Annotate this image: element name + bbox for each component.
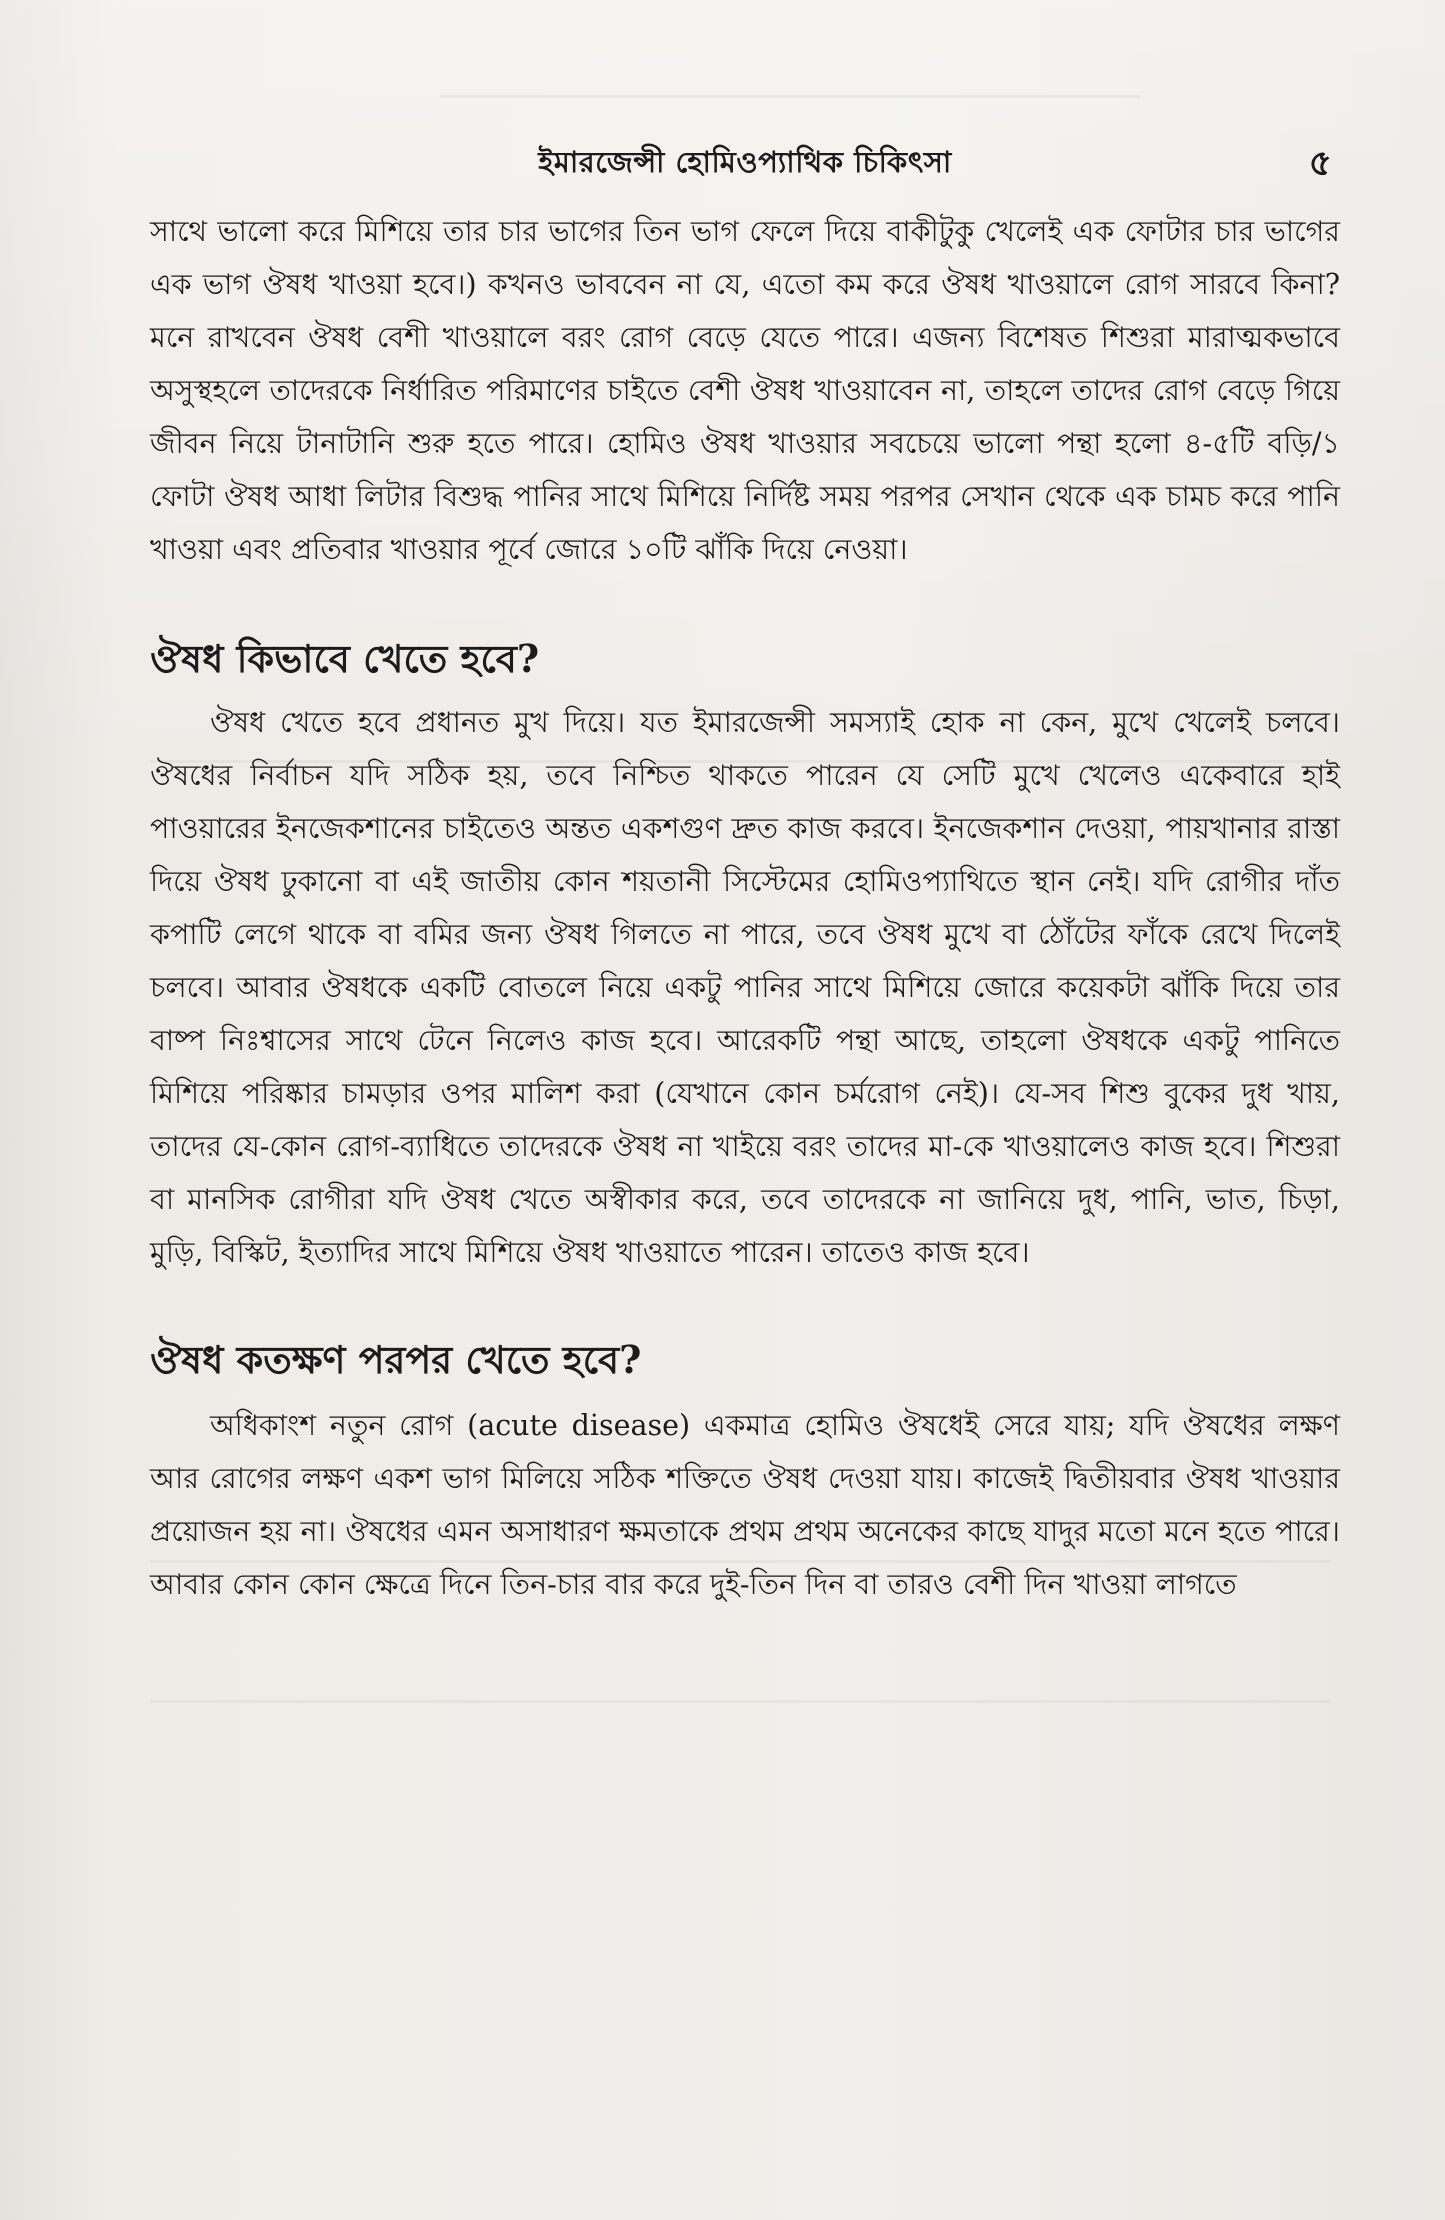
- how-often-paragraph: অধিকাংশ নতুন রোগ (acute disease) একমাত্র হোমিও ঔষধেই সেরে যায়; যদি ঔষধের লক্ষণ আর রোগের লক্ষণ একশ ভাগ মিলিয়ে সঠিক শক্তিতে ঔষধ দেওয়া যায়। কাজেই দ্বিতীয়বার ঔষধ খাওয়ার প্রয়োজন হয় না। ঔষধের এমন অসাধারণ ক্ষমতাকে প্রথম প্রথম অনেকের কাছে যাদুর মতো মনে হতে পারে। আবার কোন কোন ক্ষেত্রে দিনে তিন-চার বার করে দুই-তিন দিন বা তারও বেশী দিন খাওয়া লাগতে: [150, 1409, 1341, 1601]
- section-heading-how-often: ঔষধ কতক্ষণ পরপর খেতে হবে?: [150, 1337, 642, 1382]
- how-to-take-paragraph: ঔষধ খেতে হবে প্রধানত মুখ দিয়ে। যত ইমারজেন্সী সমস্যাই হোক না কেন, মুখে খেলেই চলবে। ঔষধের নির্বাচন যদি সঠিক হয়, তবে নিশ্চিত থাকতে পারেন যে সেটি মুখে খেলেও একেবারে হাই পাওয়ারের ইনজেকশানের চাইতেও অন্তত একশগুণ দ্রুত কাজ করবে। ইনজেকশান দেওয়া, পায়খানার রাস্তা দিয়ে ঔষধ ঢুকানো বা এই জাতীয় কোন শয়তানী সিস্টেমের হোমিওপ্যাথিতে স্থান নেই। যদি রোগীর দাঁত কপাটি লেগে থাকে বা বমির জন্য ঔষধ গিলতে না পারে, তবে ঔষধ মুখে বা ঠোঁটের ফাঁকে রেখে দিলেই চলবে। আবার ঔষধকে একটি বোতলে নিয়ে একটু পানির সাথে মিশিয়ে জোরে কয়েকটা ঝাঁকি দিয়ে তার বাষ্প নিঃশ্বাসের সাথে টেনে নিলেও কাজ হবে। আরেকটি পন্থা আছে, তাহলো ঔষধকে একটু পানিতে মিশিয়ে পরিষ্কার চামড়ার ওপর মালিশ করা (যেখানে কোন চর্মরোগ নেই)। যে-সব শিশু বুকের দুধ খায়, তাদের যে-কোন রোগ-ব্যাধিতে তাদেরকে ঔষধ না খাইয়ে বরং তাদের মা-কে খাওয়ালেও কাজ হবে। শিশুরা বা মানসিক রোগীরা যদি ঔষধ খেতে অস্বীকার করে, তবে তাদেরকে না জানিয়ে দুধ, পানি, ভাত, চিড়া, মুড়ি, বিস্কিট, ইত্যাদির সাথে মিশিয়ে ঔষধ খাওয়াতে পারেন। তাতেও কাজ হবে।: [150, 706, 1340, 1269]
- section-heading-how-to-take: ঔষধ কিভাবে খেতে হবে?: [150, 636, 540, 681]
- page-body: [150, 205, 1340, 1611]
- running-title: ইমারজেন্সী হোমিওপ্যাথিক চিকিৎসা: [538, 145, 952, 179]
- intro-paragraph: সাথে ভালো করে মিশিয়ে তার চার ভাগের তিন ভাগ ফেলে দিয়ে বাকীটুকু খেলেই এক ফোটার চার ভাগের এক ভাগ ঔষধ খাওয়া হবে।) কখনও ভাববেন না যে, এতো কম করে ঔষধ খাওয়ালে রোগ সারবে কিনা? মনে রাখবেন ঔষধ বেশী খাওয়ালে বরং রোগ বেড়ে যেতে পারে। এজন্য বিশেষত শিশুরা মারাত্মকভাবে অসুস্থহলে তাদেরকে নির্ধারিত পরিমাণের চাইতে বেশী ঔষধ খাওয়াবেন না, তাহলে তাদের রোগ বেড়ে গিয়ে জীবন নিয়ে টানাটানি শুরু হতে পারে। হোমিও ঔষধ খাওয়ার সবচেয়ে ভালো পন্থা হলো ৪-৫টি বড়ি/১ ফোটা ঔষধ আধা লিটার বিশুদ্ধ পানির সাথে মিশিয়ে নির্দিষ্ট সময় পরপর সেখান থেকে এক চামচ করে পানি খাওয়া এবং প্রতিবার খাওয়ার পূর্বে জোরে ১০টি ঝাঁকি দিয়ে নেওয়া।: [150, 215, 1340, 566]
- page-header: [150, 140, 1340, 184]
- page-number: ৫: [1308, 142, 1332, 184]
